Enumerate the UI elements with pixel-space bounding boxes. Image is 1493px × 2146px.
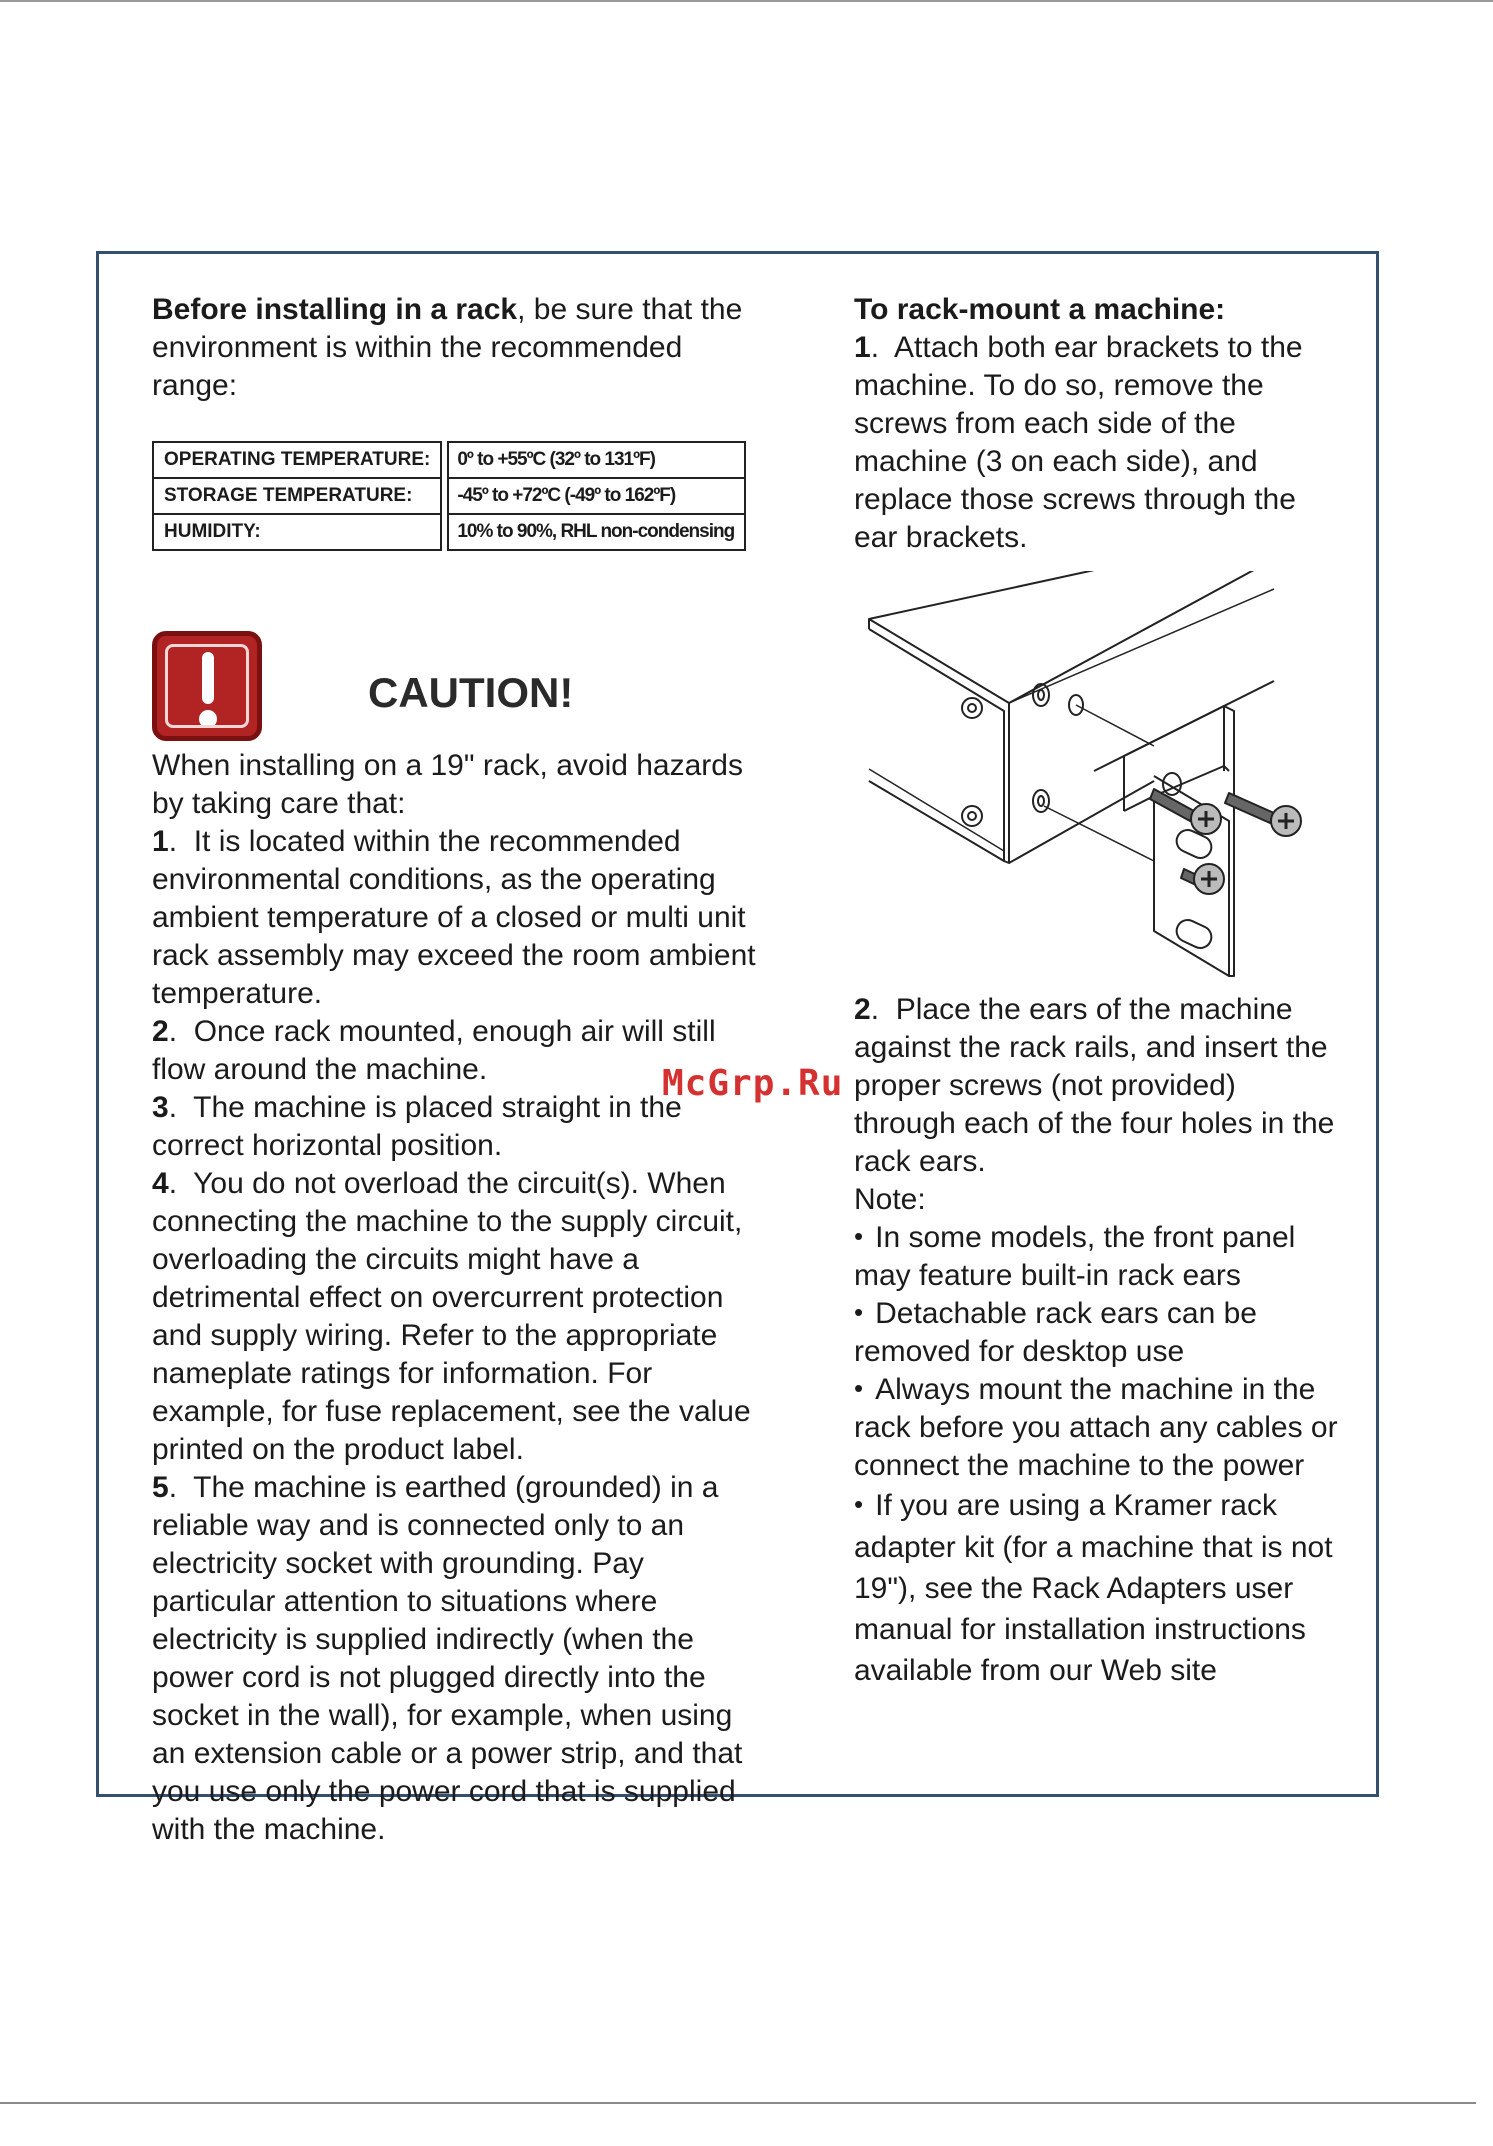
- step-number: 1: [854, 331, 871, 364]
- mount-heading: To rack-mount a machine:: [854, 293, 1226, 326]
- caution-item: 1. It is located within the recommended environmental conditions, as the operating ambient temperature of a closed or multi unit rack assembly may exceed the room ambient temperature.: [152, 825, 756, 1010]
- item-text: Once rack mounted, enough air will still flow around the machine.: [152, 1015, 716, 1086]
- caution-item: 4. You do not overload the circuit(s). When connecting the machine to the supply circuit, overloading the circuits might have a detrimental effect on overcurrent protection and supply wiring. Refer to the appropriate nameplate ratings for information. For example, for fuse replacement, see the value printed on the product label.: [152, 1167, 751, 1466]
- rack-ear-diagram: [854, 571, 1344, 991]
- table-value: 10% to 90%, RHL non-condensing: [447, 515, 746, 551]
- bottom-rule: [0, 2102, 1476, 2104]
- caution-item: 2. Once rack mounted, enough air will still flow around the machine.: [152, 1015, 716, 1086]
- screw-icon: [1225, 793, 1301, 836]
- step-text: Attach both ear brackets to the machine. To do so, remove the screws from each side of the machine (3 on each side), and replace those screws through the ear brackets.: [854, 331, 1303, 554]
- table-label: HUMIDITY:: [152, 515, 442, 551]
- top-rule: [0, 0, 1493, 2]
- item-text: The machine is earthed (grounded) in a reliable way and is connected only to an electricity socket with grounding. Pay particular attention to situations where electricity is supplied indirectly (when the power cord is not plugged directly into the socket in the wall), for example, when using an extension cable or a power strip, and that you use only the power cord that is supplied with the machine.: [152, 1471, 743, 1846]
- table-row: [152, 515, 746, 551]
- item-number: 2: [152, 1015, 169, 1048]
- ear-bracket: [1124, 706, 1234, 976]
- item-number: 1: [152, 825, 169, 858]
- table-row: [152, 441, 746, 479]
- table-label: STORAGE TEMPERATURE:: [152, 479, 442, 515]
- item-number: 5: [152, 1471, 169, 1504]
- note-label: Note:: [854, 1183, 926, 1216]
- item-text: You do not overload the circuit(s). When connecting the machine to the supply circuit, overloading the circuits might have a detrimental effect on overcurrent protection and supply wiring. Refer to the appropriate nameplate ratings for information. For example, for fuse replacement, see the value printed on the product label.: [152, 1167, 751, 1466]
- caution-lead: When installing on a 19" rack, avoid hazards by taking care that:: [152, 749, 743, 820]
- environment-table: [147, 441, 751, 551]
- caution-header: [152, 631, 772, 747]
- item-number: 3: [152, 1091, 169, 1124]
- mount-step: 2. Place the ears of the machine against the rack rails, and insert the proper screws (not provided) through each of the four holes in the rack ears.: [854, 993, 1335, 1178]
- right-column: [854, 291, 1344, 1691]
- table-value: -45º to +72ºC (-49º to 162ºF): [447, 479, 746, 515]
- step-text: Place the ears of the machine against the rack rails, and insert the proper screws (not provided) through each of the four holes in the rack ears.: [854, 993, 1335, 1178]
- table-label: OPERATING TEMPERATURE:: [152, 441, 442, 479]
- note-item: • Always mount the machine in the rack before you attach any cables or connect the machine to the power: [854, 1371, 1344, 1485]
- caution-title: CAUTION!: [368, 669, 574, 716]
- intro-paragraph: [152, 291, 772, 405]
- item-number: 4: [152, 1167, 169, 1200]
- caution-item: 5. The machine is earthed (grounded) in a reliable way and is connected only to an electricity socket with grounding. Pay particular attention to situations where electricity is supplied indirectly (when the power cord is not plugged directly into the socket in the wall), for example, when using an extension cable or a power strip, and that you use only the power cord that is supplied with the machine.: [152, 1471, 743, 1846]
- exclamation-warning-icon: [152, 631, 262, 741]
- content-frame: [96, 251, 1379, 1846]
- table-row: [152, 479, 746, 515]
- intro-bold: Before installing in a rack: [152, 293, 518, 326]
- watermark: McGrp.Ru: [662, 1063, 844, 1104]
- note-item: • If you are using a Kramer rack adapter kit (for a machine that is not 19"), see the Rack Adapters user manual for installation instructions available from our Web site: [854, 1485, 1344, 1691]
- mount-step: 1. Attach both ear brackets to the machine. To do so, remove the screws from each side of the machine (3 on each side), and replace those screws through the ear brackets.: [854, 331, 1303, 554]
- step-number: 2: [854, 993, 871, 1026]
- intro-rest: , be sure that the environment is within the recommended range:: [152, 293, 743, 402]
- note-item: • In some models, the front panel may feature built-in rack ears: [854, 1219, 1344, 1295]
- item-text: It is located within the recommended environmental conditions, as the operating ambient temperature of a closed or multi unit rack assembly may exceed the room ambient temperature.: [152, 825, 756, 1010]
- caution-item: 3. The machine is placed straight in the correct horizontal position.: [152, 1091, 682, 1162]
- table-value: 0º to +55ºC (32º to 131ºF): [447, 441, 746, 479]
- item-text: The machine is placed straight in the correct horizontal position.: [152, 1091, 682, 1162]
- note-item: • Detachable rack ears can be removed for desktop use: [854, 1295, 1344, 1371]
- screw-icon: [1181, 864, 1224, 894]
